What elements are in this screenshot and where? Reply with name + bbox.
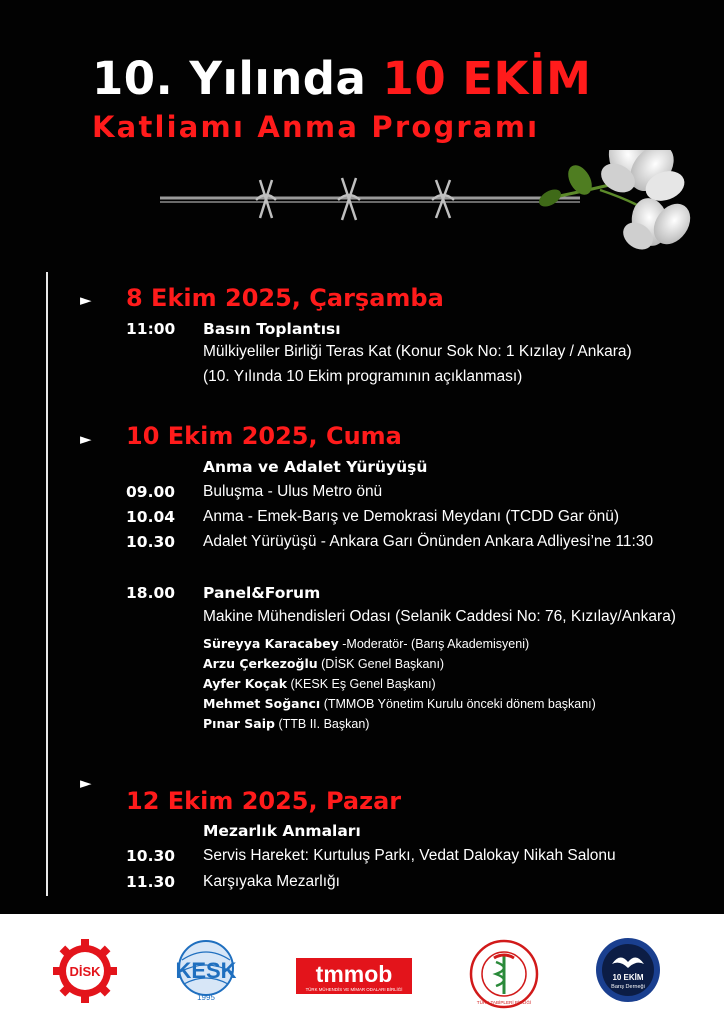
kesk-logo — [168, 938, 244, 1006]
arrow-icon: ► — [80, 774, 92, 792]
svg-text:Barış Derneği: Barış Derneği — [611, 984, 645, 990]
flower-lower — [618, 195, 698, 255]
event-time: 10.30 — [126, 533, 176, 551]
poster-subtitle: Katliamı Anma Programı — [92, 110, 540, 144]
panel-location: Makine Mühendisleri Odası (Selanik Caddesi No: 76, Kızılay/Ankara) — [203, 608, 676, 625]
event-text: Buluşma - Ulus Metro önü — [203, 483, 383, 500]
section-title: Anma ve Adalet Yürüyüşü — [203, 458, 428, 476]
svg-text:DİSK: DİSK — [69, 964, 101, 979]
title-prefix: 10. Yılında — [92, 52, 367, 105]
event-note: (10. Yılında 10 Ekim programının açıklanması) — [203, 368, 523, 385]
poster-title — [92, 52, 591, 105]
event-time: 18.00 — [126, 584, 176, 602]
day-heading: 8 Ekim 2025, Çarşamba — [126, 284, 444, 312]
10-ekim-baris-dernegi-logo — [594, 936, 662, 1004]
tmmob-logo — [296, 958, 412, 994]
arrow-icon: ► — [80, 291, 92, 309]
barbed-wire-flower-illustration — [160, 150, 700, 260]
timeline-line — [46, 272, 48, 896]
event-time: 11:00 — [126, 320, 176, 338]
event-time: 11.30 — [126, 873, 176, 891]
section-title: Mezarlık Anmaları — [203, 822, 361, 840]
event-text: Servis Hareket: Kurtuluş Parkı, Vedat Dalokay Nikah Salonu — [203, 847, 616, 864]
svg-text:tmmob: tmmob — [315, 961, 393, 987]
title-highlight: 10 EKİM — [382, 52, 592, 105]
sponsor-logo-bar — [0, 914, 724, 1024]
event-text: Anma - Emek-Barış ve Demokrasi Meydanı (TCDD Gar önü) — [203, 508, 620, 525]
speaker: Mehmet Soğancı (TMMOB Yönetim Kurulu önceki dönem başkanı) — [203, 696, 596, 711]
day-heading: 10 Ekim 2025, Cuma — [126, 422, 402, 450]
speaker: Süreyya Karacabey -Moderatör- (Barış Akademisyeni) — [203, 636, 530, 651]
svg-text:TÜRK TABİPLERİ BİRLİĞİ: TÜRK TABİPLERİ BİRLİĞİ — [476, 1000, 532, 1005]
svg-text:10 EKİM: 10 EKİM — [612, 973, 644, 982]
flower-upper — [596, 150, 689, 206]
svg-text:TÜRK MÜHENDİS VE MİMAR ODALARI: TÜRK MÜHENDİS VE MİMAR ODALARI BİRLİĞİ — [305, 987, 403, 992]
speaker: Pınar Saip (TTB II. Başkan) — [203, 716, 370, 731]
event-text: Karşıyaka Mezarlığı — [203, 873, 340, 890]
disk-logo — [52, 938, 118, 1004]
event-text: Adalet Yürüyüşü - Ankara Garı Önünden Ankara Adliyesi’ne 11:30 — [203, 533, 654, 550]
panel-title: Panel&Forum — [203, 584, 321, 602]
event-title: Basın Toplantısı — [203, 320, 341, 338]
event-location: Mülkiyeliler Birliği Teras Kat (Konur Sok No: 1 Kızılay / Ankara) — [203, 343, 632, 360]
event-time: 10.30 — [126, 847, 176, 865]
speaker: Ayfer Koçak (KESK Eş Genel Başkanı) — [203, 676, 436, 691]
svg-text:KESK: KESK — [175, 958, 237, 983]
event-time: 09.00 — [126, 483, 176, 501]
day-heading: 12 Ekim 2025, Pazar — [126, 787, 402, 815]
event-time: 10.04 — [126, 508, 176, 526]
svg-text:1995: 1995 — [197, 993, 215, 1002]
arrow-icon: ► — [80, 430, 92, 448]
ttb-logo — [468, 938, 540, 1010]
speaker: Arzu Çerkezoğlu (DİSK Genel Başkanı) — [203, 656, 445, 671]
